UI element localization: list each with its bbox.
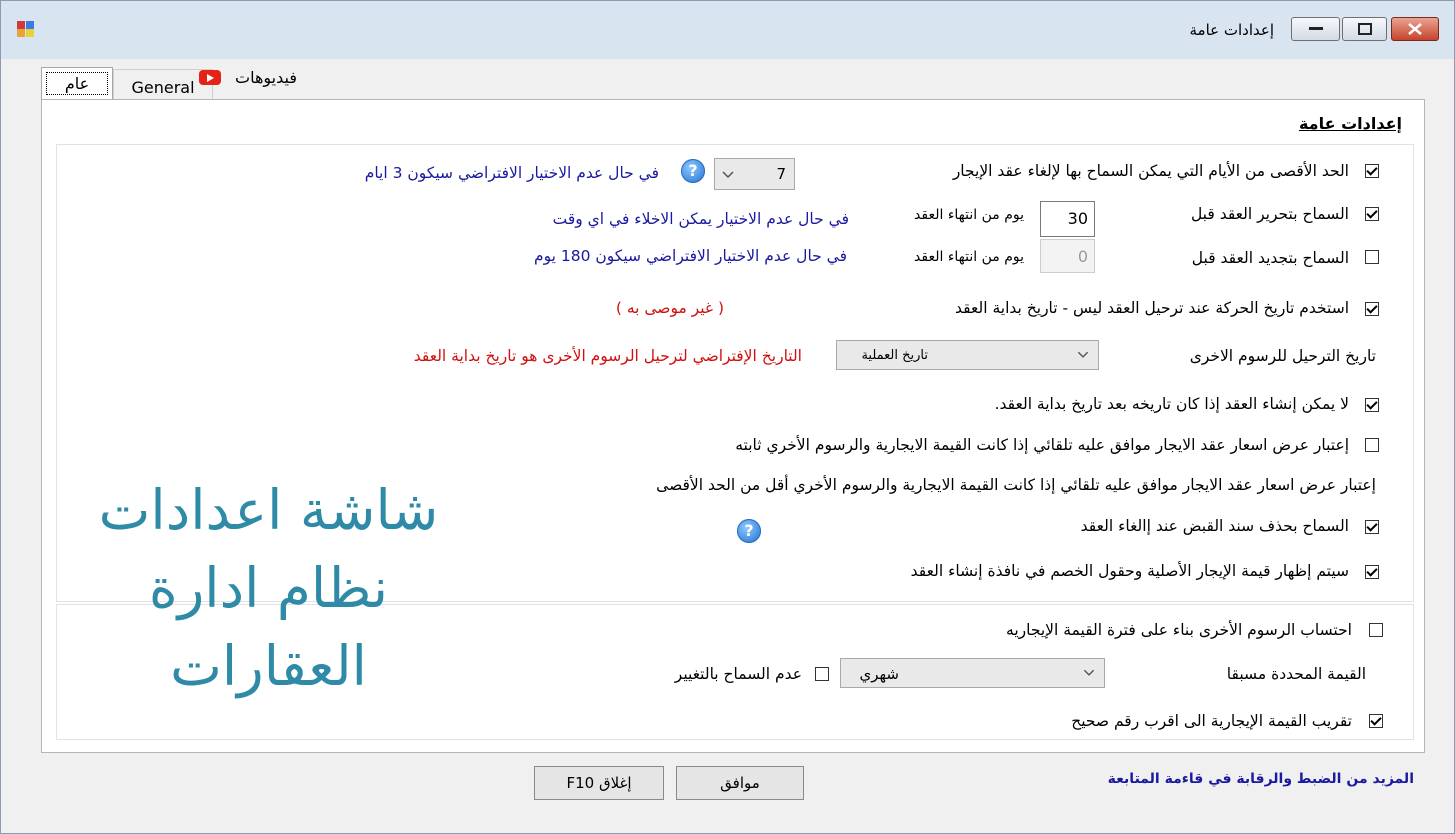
posting-date-label: تاريخ الترحيل للرسوم الاخرى xyxy=(1189,347,1376,365)
maximize-icon xyxy=(1358,23,1372,35)
auto-approve-fixed-label: إعتبار عرض اسعار عقد الايجار موافق عليه تلقائي إذا كانت القيمة الايجارية والرسوم الأخري ثابته xyxy=(735,436,1349,454)
renew-contract-label: السماح بتجديد العقد قبل xyxy=(1191,249,1349,267)
predefined-value-label: القيمة المحددة مسبقا xyxy=(1226,665,1366,683)
edit-contract-days-input[interactable]: 30 xyxy=(1040,201,1095,237)
max-cancel-days-value: 7 xyxy=(776,165,786,183)
posting-date-note: التاريخ الإفتراضي لترحيل الرسوم الأخرى هو تاريخ بداية العقد xyxy=(413,347,802,365)
show-original-rent-label: سيتم إظهار قيمة الإيجار الأصلية وحقول الخصم في نافذة إنشاء العقد xyxy=(910,562,1349,580)
title-bar xyxy=(1,1,1454,59)
round-rent-checkbox[interactable] xyxy=(1369,714,1383,728)
tab-videos-label: فيديوهات xyxy=(235,68,297,87)
max-cancel-days-select[interactable] xyxy=(714,158,795,190)
predefined-value-select[interactable] xyxy=(840,658,1105,688)
show-original-rent-checkbox[interactable] xyxy=(1365,565,1379,579)
calc-other-fees-checkbox[interactable] xyxy=(1369,623,1383,637)
chevron-down-icon xyxy=(1078,659,1100,687)
predefined-value-value: شهري xyxy=(859,665,899,683)
watermark-line: شاشة اعدادات xyxy=(98,478,439,542)
minimize-icon xyxy=(1309,27,1323,31)
max-cancel-days-label: الحد الأقصى من الأيام التي يمكن السماح بها لإلغاء عقد الإيجار xyxy=(952,162,1349,180)
renew-contract-unit: يوم من انتهاء العقد xyxy=(914,249,1024,265)
renew-contract-days-input[interactable]: 0 xyxy=(1040,239,1095,273)
edit-contract-label: السماح بتحرير العقد قبل xyxy=(1190,205,1349,223)
watermark-line: العقارات xyxy=(170,634,367,698)
close-button[interactable]: إغلاق F10 xyxy=(534,766,664,800)
tab-general[interactable]: General xyxy=(113,69,213,100)
tab-videos[interactable] xyxy=(199,67,319,100)
app-icon xyxy=(17,21,35,37)
chevron-down-icon xyxy=(717,159,739,189)
auto-approve-below-max-label: إعتبار عرض اسعار عقد الايجار موافق عليه تلقائي إذا كانت القيمة الايجارية والرسوم الأخري أقل من الحد الأقصى xyxy=(656,476,1376,494)
close-icon xyxy=(1408,23,1422,35)
watermark-text xyxy=(96,471,441,705)
no-after-start-checkbox[interactable] xyxy=(1365,398,1379,412)
edit-contract-note: في حال عدم الاختيار يمكن الاخلاء في اي وقت xyxy=(552,210,849,228)
more-control-link[interactable]: المزيد من الضبط والرقابة في قاءمة المتابعة xyxy=(1107,771,1414,787)
help-icon[interactable]: ? xyxy=(681,159,705,183)
minimize-button[interactable] xyxy=(1291,17,1340,41)
round-rent-label: تقريب القيمة الإيجارية الى اقرب رقم صحيح xyxy=(1071,712,1352,730)
no-change-label: عدم السماح بالتغيير xyxy=(674,665,802,683)
renew-contract-checkbox[interactable] xyxy=(1365,250,1379,264)
no-change-checkbox[interactable] xyxy=(815,667,829,681)
auto-approve-fixed-checkbox[interactable] xyxy=(1365,438,1379,452)
posting-date-value: تاريخ العملية xyxy=(861,348,928,363)
renew-contract-note: في حال عدم الاختيار الافتراضي سيكون 180 يوم xyxy=(534,247,847,265)
youtube-icon xyxy=(199,70,221,85)
watermark-line: نظام ادارة xyxy=(148,556,389,620)
tab-general-arabic[interactable] xyxy=(41,67,113,99)
edit-contract-unit: يوم من انتهاء العقد xyxy=(914,207,1024,223)
max-cancel-days-note: في حال عدم الاختيار الافتراضي سيكون 3 ايام xyxy=(364,164,659,182)
edit-contract-checkbox[interactable] xyxy=(1365,207,1379,221)
window-title: إعدادات عامة xyxy=(1189,21,1274,39)
movement-date-checkbox[interactable] xyxy=(1365,302,1379,316)
ok-button[interactable]: موافق xyxy=(676,766,804,800)
no-after-start-label: لا يمكن إنشاء العقد إذا كان تاريخه بعد تاريخ بداية العقد. xyxy=(994,395,1349,413)
help-icon[interactable]: ? xyxy=(737,519,761,543)
maximize-button[interactable] xyxy=(1342,17,1387,41)
delete-receipt-label: السماح بحذف سند القبض عند إالغاء العقد xyxy=(1080,517,1349,535)
tab-label: عام xyxy=(46,72,108,95)
movement-date-label: استخدم تاريخ الحركة عند ترحيل العقد ليس - تاريخ بداية العقد xyxy=(955,299,1349,317)
calc-other-fees-label: احتساب الرسوم الأخرى بناء على فترة القيمة الإيجاريه xyxy=(1006,621,1352,639)
movement-date-note: ( غير موصى به ) xyxy=(615,299,724,317)
section-title: إعدادات عامة xyxy=(1298,114,1402,133)
posting-date-select[interactable] xyxy=(836,340,1099,370)
close-window-button[interactable] xyxy=(1391,17,1439,41)
chevron-down-icon xyxy=(1072,341,1094,369)
delete-receipt-checkbox[interactable] xyxy=(1365,520,1379,534)
tab-strip xyxy=(41,67,341,100)
max-cancel-days-checkbox[interactable] xyxy=(1365,164,1379,178)
